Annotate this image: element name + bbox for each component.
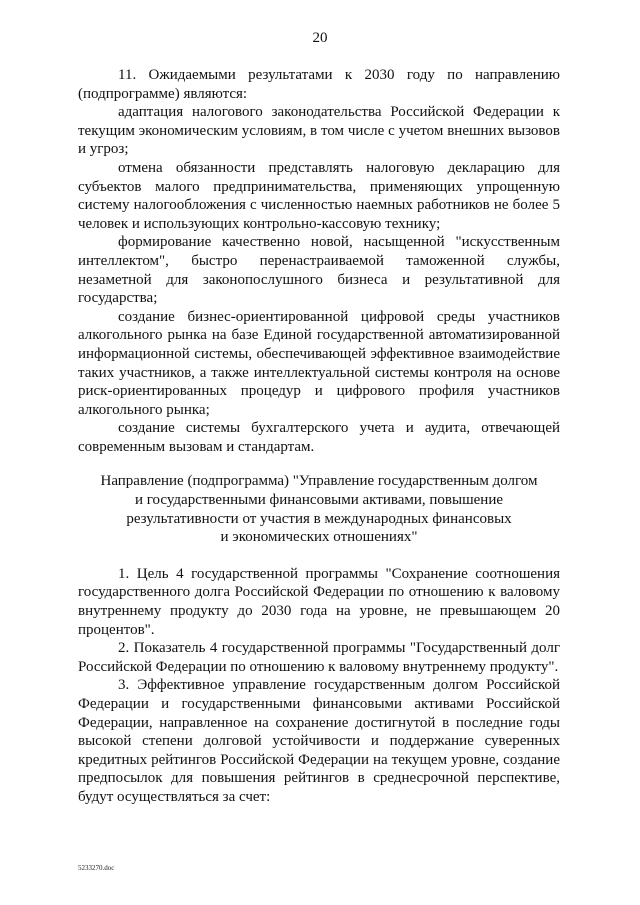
section-11-item: адаптация налогового законодательства Российской Федерации к текущим экономическим условиям, в том числе с учетом внешних вызовов и угроз; [78, 104, 560, 158]
heading-line: Направление (подпрограмма) "Управление государственным долгом [100, 473, 538, 490]
subprogram-heading [92, 472, 546, 546]
document-code: 5233270.doc [78, 864, 115, 872]
page-number: 20 [312, 30, 328, 46]
paragraph-goal: 1. Цель 4 государственной программы "Сохранение соотношения государственного долга Российской Федерации по отношению к валовому внутреннему продукту до 2030 года на уровне, не превышающем 20 процентов". [78, 565, 560, 638]
section-11-item: создание бизнес-ориентированной цифровой среды участников алкогольного рынка на базе Единой государственной автоматизированной информационной системы, обеспечивающей эффективное взаимодействие таких участников, а также интеллектуальной системы контроля на основе риск-ориентированных процедур и цифрового профиля участников алкогольного рынка; [78, 308, 560, 418]
section-11-item: отмена обязанности представлять налоговую декларацию для субъектов малого предпринимательства, применяющих упрощенную систему налогообложения с численностью наемных работников не более 5 человек и использующих контрольно-кассовую технику; [78, 159, 560, 232]
document-body [78, 66, 560, 807]
paragraph-indicator: 2. Показатель 4 государственной программы "Государственный долг Российской Федерации по отношению к валовому внутреннему продукту". [78, 640, 560, 675]
section-11-item: создание системы бухгалтерского учета и аудита, отвечающей современным вызовам и стандартам. [78, 420, 560, 455]
section-11-intro: 11. Ожидаемыми результатами к 2030 году по направлению (подпрограмме) являются: [78, 67, 560, 102]
heading-line: результативности от участия в международных финансовых [126, 510, 512, 527]
section-11-item: формирование качественно новой, насыщенной "искусственным интеллектом", быстро перенастраиваемой таможенной службы, незаметной для законопослушного бизнеса и результативной для государства; [78, 234, 560, 307]
paragraph-debt-management: 3. Эффективное управление государственным долгом Российской Федерации и государственными финансовыми активами Российской Федерации, направленное на сохранение достигнутой в последние годы высокой степени долговой устойчивости и поддержание суверенных кредитных рейтингов Российской Федерации на текущем уровне, создание предпосылок для повышения рейтингов в среднесрочной перспективе, будут осуществляться за счет: [78, 677, 560, 805]
heading-line: и государственными финансовыми активами, повышение [134, 492, 504, 509]
heading-line: и экономических отношениях" [220, 529, 418, 546]
